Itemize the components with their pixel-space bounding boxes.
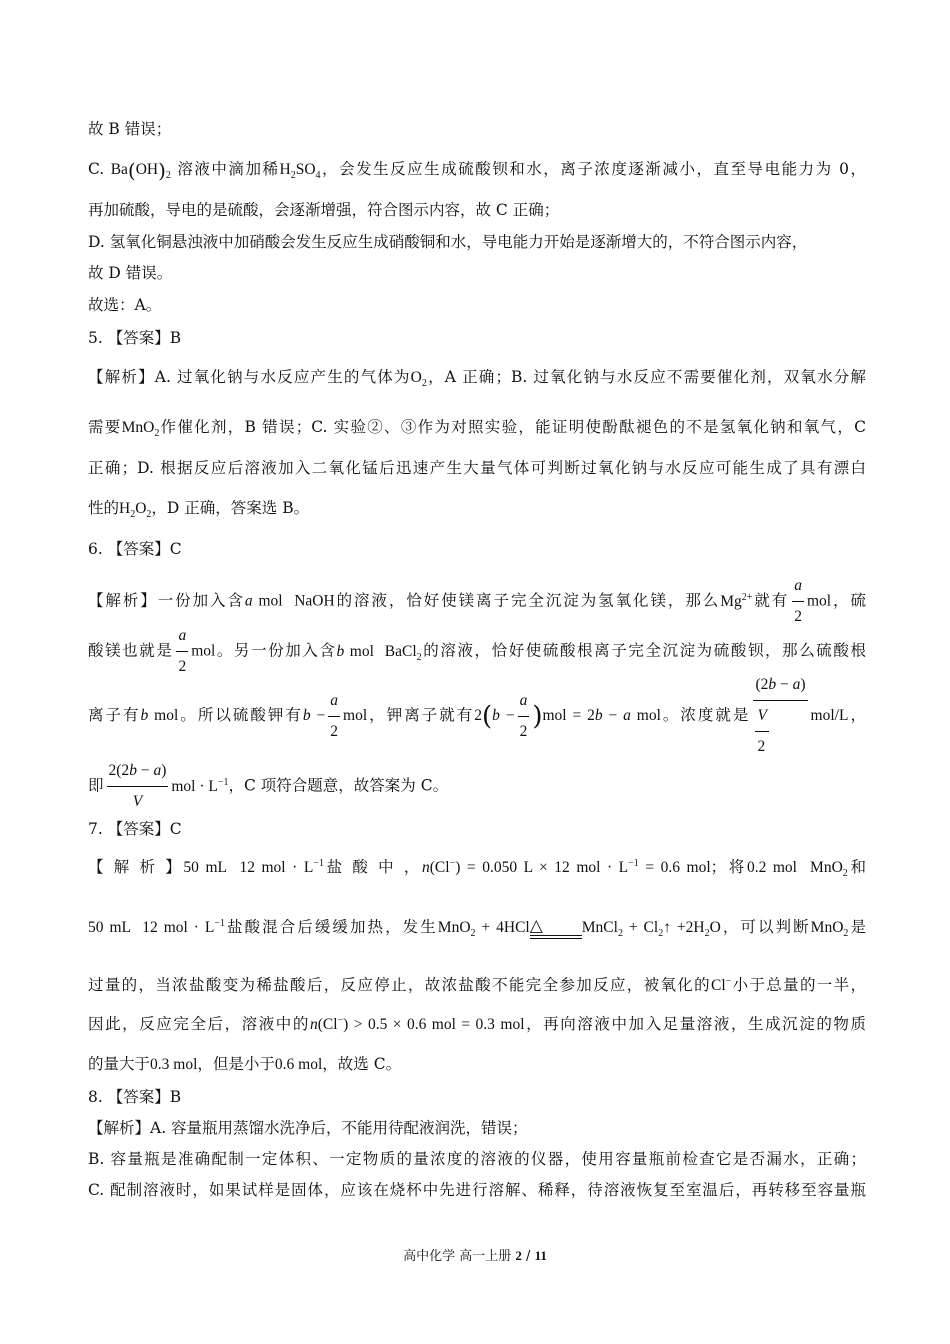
text-line: 【解析】A. 容量瓶用蒸馏水洗净后，不能用待配液润洗，错误； (88, 1119, 528, 1137)
answer-heading: 8. 【答案】B (88, 1088, 182, 1106)
text-line: 过量的，当浓盐酸变为稀盐酸后，反应停止，故浓盐酸不能完全参加反应，被氧化的Cl−小于总量的一半， (88, 975, 866, 994)
text-line: C. 配制溶液时，如果试样是固体，应该在烧杯中先进行溶解、稀释，待溶液恢复至室温后，再转移至容量瓶 (88, 1181, 866, 1199)
text-line: 即 $\frac{2(2b - a)}{V}$ mol · $L^{-1}$，C 项符合题意，故答案为 C。 (88, 756, 866, 817)
text-line: 【解析】一份加入含a mol NaOH的溶液，恰好使镁离子完全沉淀为氢氧化镁，那么$Mg^{2+}$就有 $\frac{a}{2}$ mol，硫 (88, 571, 866, 632)
text-line: C. $Ba(OH)_2$ 溶液中滴加稀$H_2SO_4$，会发生反应生成硫酸钡和水，离子浓度逐渐减小，直至导电能力为 0， (88, 158, 866, 183)
footer-subject: 高中化学 高一上册 (403, 1249, 512, 1264)
text-line: B. 容量瓶是准确配制一定体积、一定物质的量浓度的溶液的仪器，使用容量瓶前检查它是否漏水，正确； (88, 1150, 866, 1168)
text-line: 正确；D. 根据反应后溶液加入二氧化锰后迅速产生大量气体可判断过氧化钠与水反应可能生成了具有漂白 (88, 459, 866, 477)
text-line: 故 D 错误。 (88, 264, 173, 282)
answer-heading: 5. 【答案】B (88, 329, 182, 347)
text-line: D. 氢氧化铜悬浊液中加硝酸会发生反应生成硝酸铜和水，导电能力开始是逐渐增大的，不符合图示内容， (88, 233, 808, 251)
answer-heading: 6. 【答案】C (88, 540, 182, 558)
text-line: 【 解 析 】50 mL 12 mol · $L^{-1}$盐 酸 中 ，n(Cl−) = 0.050 L × 12 mol · $L^{-1} = 0.6$ mol；将0.2 mol MnO$_2$和 (88, 857, 866, 880)
text-line: 故 B 错误； (88, 120, 172, 138)
page-footer: 高中化学 高一上册 2 / 11 (403, 1248, 547, 1264)
text-line: 需要MnO$_2$作催化剂，B 错误；C. 实验②、③作为对照实验，能证明使酚酞褪色的不是氢氧化钠和氧气，C (88, 418, 866, 440)
text-line: 离子有b mol。所以硫酸钾有b − $\frac{a}{2}$ mol，钾离子就有2(b − $\frac{a}{2}$ )mol = 2b − a mol。浓度就是 $\frac{(2b - a)}{\frac{V}{2}}$ mol/L， (88, 670, 866, 762)
footer-page-number: 2 (515, 1248, 522, 1263)
text-line: 再加硫酸，导电的是硫酸，会逐渐增强，符合图示内容，故 C 正确； (88, 201, 560, 219)
text-line: 故选：A。 (88, 296, 162, 314)
footer-page-total: 11 (534, 1248, 547, 1263)
heating-sign: △ (530, 917, 582, 939)
text-line: 【解析】A. 过氧化钠与水反应产生的气体为$O_2$，A 正确；B. 过氧化钠与水反应不需要催化剂，双氧水分解 (88, 368, 866, 390)
answer-heading: 7. 【答案】C (88, 820, 182, 838)
text-line: 性的$H_2O_2$，D 正确，答案选 B。 (88, 499, 310, 521)
text-line: 的量大于0.3 mol，但是小于0.6 mol，故选 C。 (88, 1055, 402, 1073)
text-line: 50 mL 12 mol · $L^{-1}$盐酸混合后缓缓加热，发生MnO$_2$ + 4HCl △ MnCl$_2$ + $Cl_2↑ +2H_2O$，可以判断MnO$_2$是 (88, 916, 866, 940)
text-line: 酸镁也就是 $\frac{a}{2}$ mol。另一份加入含b mol BaCl$_2$的溶液，恰好使硫酸根离子完全沉淀为硫酸钡，那么硫酸根 (88, 621, 866, 682)
text-line: 因此，反应完全后，溶液中的n(Cl−) > 0.5 × 0.6 mol = 0.3 mol，再向溶液中加入足量溶液，生成沉淀的物质 (88, 1014, 866, 1033)
